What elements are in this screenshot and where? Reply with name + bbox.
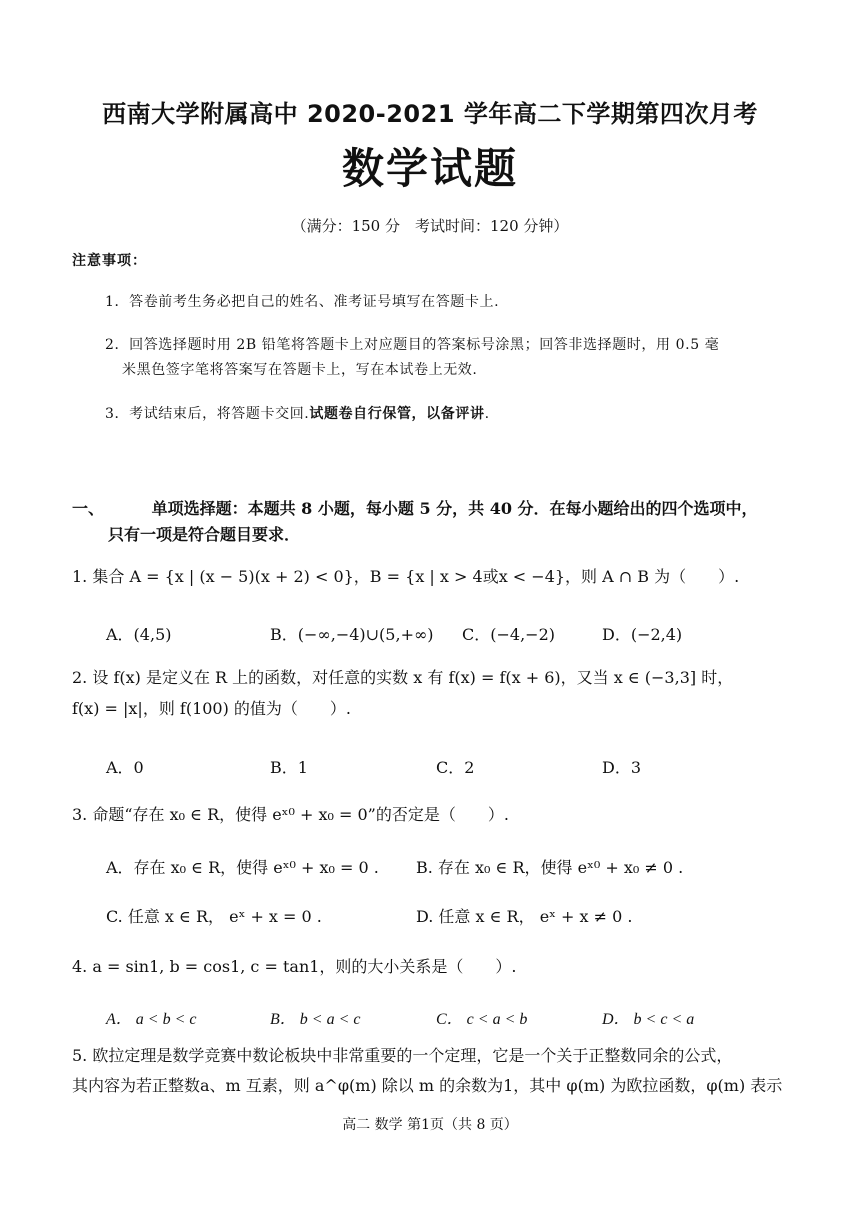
exam-title-line1: 西南大学附属高中 2020-2021 学年高二下学期第四次月考	[102, 100, 758, 128]
question-2-stem-cont: f(x) = |x|，则 f(100) 的值为（ ）.	[72, 699, 352, 718]
exam-title-subject: 数学试题	[341, 144, 518, 193]
question-3-option-b: B. 存在 x₀ ∈ R，使得 eˣ⁰ + x₀ ≠ 0 .	[416, 858, 684, 877]
question-2-option-a: A．0	[106, 758, 144, 777]
question-4-option-b: B． b < a < c	[270, 1011, 361, 1028]
notes-heading: 注意事项：	[72, 253, 147, 269]
note-item-2-cont: 米黑色签字笔将答案写在答题卡上，写在本试卷上无效.	[122, 362, 478, 378]
question-2-option-c: C．2	[436, 758, 475, 777]
note-item-3-end: .	[484, 406, 490, 422]
note-item-3	[105, 402, 490, 427]
question-1-option-a: A．(4,5)	[106, 625, 172, 644]
note-item-2: 2．回答选择题时用 2B 铅笔将答题卡上对应题目的答案标号涂黑；回答非选择题时，用 0.5 毫	[105, 337, 720, 353]
question-2-stem: 2. 设 f(x) 是定义在 R 上的函数，对任意的实数 x 有 f(x) = f(x + 6)，又当 x ∈ (−3,3] 时，	[72, 668, 734, 687]
question-5-stem-cont: 其内容为若正整数a、m 互素，则 a^φ(m) 除以 m 的余数为1，其中 φ(m) 为欧拉函数，φ(m) 表示	[72, 1076, 783, 1095]
question-2-option-b: B．1	[270, 758, 308, 777]
section-line1: 单项选择题：本题共 8 小题，每小题 5 分，共 40 分．在每小题给出的四个选项中，	[151, 499, 758, 518]
question-3-option-d: D. 任意 x ∈ R， eˣ + x ≠ 0 .	[416, 907, 633, 926]
question-2-option-d: D．3	[602, 758, 642, 777]
question-1-option-d: D．(−2,4)	[602, 625, 683, 644]
section-number: 一、	[72, 499, 105, 518]
question-3-option-c: C. 任意 x ∈ R， eˣ + x = 0 .	[106, 907, 322, 926]
question-1-option-b: B．(−∞,−4)∪(5,+∞)	[270, 625, 434, 644]
question-4-stem: 4. a = sin1, b = cos1, c = tan1，则的大小关系是（ ）.	[72, 957, 517, 976]
question-3-option-a: A．存在 x₀ ∈ R，使得 eˣ⁰ + x₀ = 0 .	[106, 858, 379, 877]
exam-meta: （满分：150 分 考试时间：120 分钟）	[291, 217, 569, 235]
note-item-1: 1．答卷前考生务必把自己的姓名、准考证号填写在答题卡上.	[105, 294, 500, 310]
question-4-option-c: C． c < a < b	[436, 1011, 528, 1028]
question-4-option-a: A． a < b < c	[106, 1011, 197, 1028]
question-3-stem: 3. 命题“存在 x₀ ∈ R，使得 eˣ⁰ + x₀ = 0”的否定是（ ）.	[72, 805, 509, 824]
question-4-option-d: D． b < c < a	[602, 1011, 695, 1028]
question-5-stem: 5. 欧拉定理是数学竞赛中数论板块中非常重要的一个定理，它是一个关于正整数同余的公式，	[72, 1046, 733, 1065]
note-item-3-text: 3．考试结束后，将答题卡交回.	[105, 406, 310, 422]
question-1-stem: 1. 集合 A = {x | (x − 5)(x + 2) < 0}，B = {x | x > 4或x < −4}，则 A ∩ B 为（ ）.	[72, 567, 740, 586]
note-item-3-bold: 试题卷自行保管，以备评讲	[309, 406, 485, 422]
page-footer: 高二 数学 第1页（共 8 页）	[342, 1117, 518, 1133]
section-line2: 只有一项是符合题目要求．	[108, 525, 301, 544]
question-1-option-c: C．(−4,−2)	[462, 625, 555, 644]
